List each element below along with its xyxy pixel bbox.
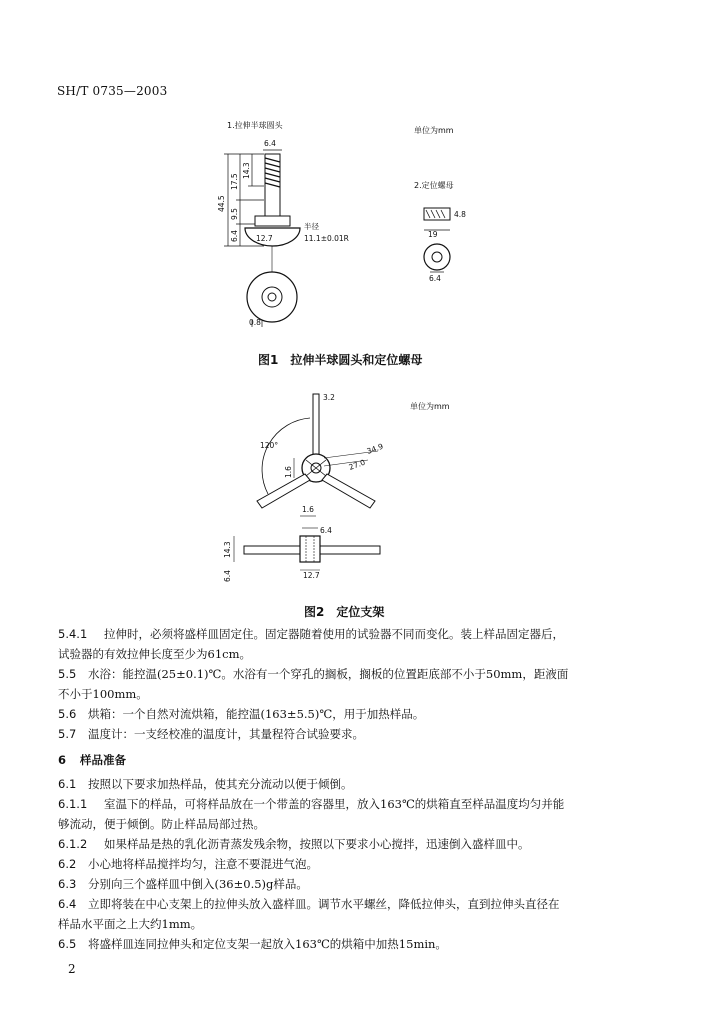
paragraph-line <box>58 794 688 814</box>
section-heading <box>58 750 688 770</box>
fig1-dim-17-5: 17.5 <box>230 173 239 190</box>
paragraph-line <box>58 874 688 894</box>
fig2-arm-left <box>257 474 310 508</box>
clause-text: 烘箱：一个自然对流烘箱，能控温(163±5.5)℃，用于加热样品。 <box>88 707 425 721</box>
paragraph-line <box>58 894 688 914</box>
page-number: 2 <box>68 962 76 976</box>
clause-text: 试验器的有效拉伸长度至少为61cm。 <box>58 647 251 661</box>
fig1-dim-6-4-top: 6.4 <box>264 139 276 148</box>
clause-number: 6.2 <box>58 857 77 871</box>
fig1-dim-6-4-left: 6.4 <box>230 230 239 242</box>
body-text <box>58 624 688 954</box>
paragraph-line <box>58 724 688 744</box>
clause-text: 水浴：能控温(25±0.1)℃。水浴有一个穿孔的搁板，搁板的位置距底部不小于50mm，距液面 <box>88 667 569 681</box>
fig1-collar <box>255 216 290 226</box>
fig1-radius-value: 11.1±0.01R <box>304 234 349 243</box>
clause-number: 6.5 <box>58 937 77 951</box>
fig2-arm-right <box>322 474 375 508</box>
fig1-nut-dim-19: 19 <box>428 230 438 239</box>
fig2-dim-12-7: 12.7 <box>303 571 320 580</box>
clause-number: 6.3 <box>58 877 77 891</box>
figure2-caption: 图2 定位支架 <box>304 605 385 619</box>
fig1-dim-0-8: 0.8 <box>249 318 261 327</box>
figure1-caption: 图1 拉伸半球圆头和定位螺母 <box>258 353 423 367</box>
paragraph-line <box>58 624 688 644</box>
paragraph-line <box>58 644 688 664</box>
paragraph-line <box>58 934 688 954</box>
fig2-dim-34-9: 34.9 <box>365 441 385 456</box>
clause-text: 温度计：一支经校准的温度计，其量程符合试验要求。 <box>88 727 364 741</box>
clause-number: 5.6 <box>58 707 77 721</box>
fig2-dim-6-4: 6.4 <box>320 526 332 535</box>
clause-number: 6.1.2 <box>58 837 88 851</box>
fig1-unit-note: 单位为mm <box>414 126 454 135</box>
clause-text: 按照以下要求加热样品，使其充分流动以便于倾倒。 <box>88 777 353 791</box>
fig2-dim-3-2: 3.2 <box>323 393 335 402</box>
figure2-drawing <box>220 388 490 588</box>
fig1-radius-label: 半径 <box>304 222 319 231</box>
paragraph-line <box>58 914 688 934</box>
fig2-side-hub <box>300 536 320 562</box>
figure1-drawing <box>200 112 500 332</box>
paragraph-line <box>58 854 688 874</box>
clause-text: 够流动，便于倾倒。防止样品局部过热。 <box>58 817 265 831</box>
fig1-part2-label: 2.定位螺母 <box>414 181 454 190</box>
fig1-dim-9-5: 9.5 <box>230 208 239 220</box>
fig2-dim-1-6-top: 1.6 <box>302 505 314 514</box>
fig1-nut-dim-4-8: 4.8 <box>454 210 466 219</box>
fig1-part1-label: 1.拉伸半球圆头 <box>227 121 283 130</box>
paragraph-line <box>58 664 688 684</box>
fig2-dim-120: 120° <box>260 441 279 450</box>
section-title: 样品准备 <box>80 753 126 767</box>
paragraph-line <box>58 814 688 834</box>
fig1-dim-14-3: 14.3 <box>242 162 251 179</box>
clause-text: 不小于100mm。 <box>58 687 148 701</box>
fig1-bottom-hole <box>268 293 276 301</box>
clause-number: 5.7 <box>58 727 77 741</box>
fig2-unit-note: 单位为mm <box>410 402 450 411</box>
clause-text: 拉伸时，必须将盛样皿固定住。固定器随着使用的试验器不同而变化。装上样品固定器后， <box>104 627 564 641</box>
fig1-dim-12-7: 12.7 <box>256 234 273 243</box>
fig1-dim-44-5: 44.5 <box>217 195 226 212</box>
paragraph-line <box>58 834 688 854</box>
section-number: 6 <box>58 753 67 767</box>
fig2-dim-1-6: 1.6 <box>284 466 293 478</box>
clause-number: 6.1 <box>58 777 77 791</box>
clause-text: 样品水平面之上大约1mm。 <box>58 917 203 931</box>
clause-text: 将盛样皿连同拉伸头和定位支架一起放入163℃的烘箱中加热15min。 <box>88 937 447 951</box>
standard-code-header: SH/T 0735—2003 <box>57 84 168 98</box>
clause-text: 分别向三个盛样皿中倒入(36±0.5)g样品。 <box>88 877 308 891</box>
clause-text: 室温下的样品，可将样品放在一个带盖的容器里，放入163℃的烘箱直至样品温度均匀并能 <box>104 797 565 811</box>
clause-number: 6.1.1 <box>58 797 88 811</box>
clause-number: 5.4.1 <box>58 627 88 641</box>
fig2-dim-27-0: 27.0 <box>347 457 367 472</box>
fig2-dim-6-4-vertical: 6.4 <box>223 570 232 582</box>
paragraph-line <box>58 684 688 704</box>
fig1-nut-top-inner <box>432 252 442 262</box>
fig2-arm-up <box>313 394 319 456</box>
clause-text: 如果样品是热的乳化沥青蒸发残余物，按照以下要求小心搅拌，迅速倒入盛样皿中。 <box>104 837 530 851</box>
fig2-dim-14-3: 14.3 <box>223 541 232 558</box>
clause-text: 立即将装在中心支架上的拉伸头放入盛样皿。调节水平螺丝，降低拉伸头，直到拉伸头直径在 <box>88 897 560 911</box>
fig1-nut-dim-6-4: 6.4 <box>429 274 441 283</box>
paragraph-line <box>58 704 688 724</box>
clause-number: 6.4 <box>58 897 77 911</box>
clause-text: 小心地将样品搅拌均匀，注意不要混进气泡。 <box>88 857 318 871</box>
clause-number: 5.5 <box>58 667 77 681</box>
paragraph-line <box>58 774 688 794</box>
